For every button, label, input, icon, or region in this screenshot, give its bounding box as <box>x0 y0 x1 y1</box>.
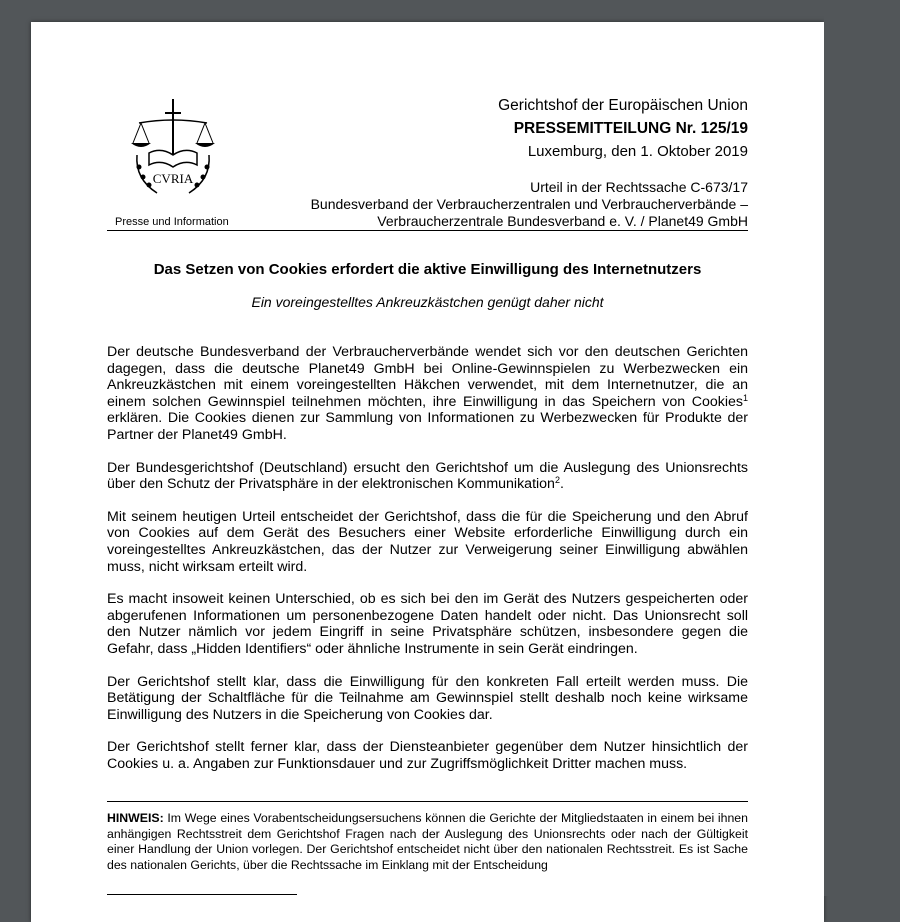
cvria-logo-icon <box>127 95 219 207</box>
paragraph-1-part-b: erklären. Die Cookies dienen zur Sammlung von Informationen zu Werbezwecken für Produkte der Partner der Planet49 GmbH. <box>107 410 748 443</box>
case-line-2: Bundesverband der Verbraucherzentralen und Verbraucherverbände – <box>310 196 748 212</box>
document-subtitle: Ein voreingestelltes Ankreuzkästchen genügt daher nicht <box>251 294 604 310</box>
case-line-1: Urteil in der Rechtssache C-673/17 <box>530 179 748 195</box>
header-rule <box>107 230 748 231</box>
court-name: Gerichtshof der Europäischen Union <box>498 97 748 114</box>
paragraph-3: Mit seinem heutigen Urteil entscheidet der Gerichtshof, dass die für die Speicherung und den Abruf von Cookies auf dem Gerät des Besuchers einer Website erforderliche Einwilligung durch ein voreingestelltes Ankreuzkästchen, das der Nutzer zur Verweigerung seiner Einwilligung abwählen muss, nicht wirksam erteilt wird. <box>107 508 748 575</box>
hint-rule <box>107 801 748 802</box>
viewer-background <box>824 0 900 896</box>
footnote-ref-1[interactable]: 1 <box>742 392 748 403</box>
paragraph-1 <box>107 344 748 444</box>
hint-text: Im Wege eines Vorabentscheidungsersuchens können die Gerichte der Mitgliedstaaten in einem bei ihnen anhängigen Rechtsstreit dem Gerichtshof Fragen nach der Auslegung des Unionsrechts oder nach der Gültigkeit einer Handlung der Union vorlegen. Der Gerichtshof entscheidet nicht über den nationalen Rechtsstreit. Es ist Sache des nationalen Gerichts, über die Rechtssache im Einklang mit der Entscheidung <box>107 811 748 872</box>
viewer-toolbar <box>0 0 900 22</box>
place-date: Luxemburg, den 1. Oktober 2019 <box>527 143 748 160</box>
footnote-ref-2[interactable]: 2 <box>554 475 560 486</box>
paragraph-4: Es macht insoweit keinen Unterschied, ob es sich bei den im Gerät des Nutzers gespeicherten oder abgerufenen Informationen um personenbezogene Daten handelt oder nicht. Das Unionsrecht soll den Nutzer nämlich vor jedem Eingriff in seine Privatsphäre schützen, insbesondere gegen die Gefahr, dass „Hidden Identifiers“ oder ähnliche Instrumente in sein Gerät eindringen. <box>107 591 748 657</box>
paragraph-2-part-b: . <box>559 476 564 493</box>
document-title: Das Setzen von Cookies erfordert die aktive Einwilligung des Internetnutzers <box>153 261 702 278</box>
paragraph-2 <box>107 460 748 493</box>
case-info <box>311 179 748 230</box>
paragraph-5: Der Gerichtshof stellt klar, dass die Einwilligung für den konkreten Fall erteilt werden muss. Die Betätigung der Schaltfläche für die Teilnahme am Gewinnspiel stellt deshalb noch keine wirksame Einwilligung des Nutzers in die Speicherung von Cookies dar. <box>107 673 748 723</box>
paragraph-6: Der Gerichtshof stellt ferner klar, dass der Diensteanbieter gegenüber dem Nutzer hinsichtlich der Cookies u. a. Angaben zur Funktionsdauer und zur Zugriffsmöglichkeit Dritter machen muss. <box>107 739 748 772</box>
hint-label: HINWEIS: <box>107 811 164 825</box>
footnote-rule <box>107 894 297 895</box>
presse-label: Presse und Information <box>115 216 229 228</box>
case-line-3: Verbraucherzentrale Bundesverband e. V. / Planet49 GmbH <box>377 213 748 229</box>
hint-box <box>107 811 748 873</box>
document-page <box>31 22 824 922</box>
paragraph-2-part-a: Der Bundesgerichtshof (Deutschland) ersucht den Gerichtshof um die Auslegung des Unionsrechts über den Schutz der Privatsphäre in der elektronischen Kommunikation <box>107 459 748 493</box>
paragraph-1-part-a: Der deutsche Bundesverband der Verbraucherverbände wendet sich vor den deutschen Gerichten dagegen, dass die deutsche Planet49 GmbH bei Online-Gewinnspielen zu Werbezwecken ein Ankreuzkästchen mit einem voreingestellten Häkchen verwendet, mit dem Internetnutzer, die an einem solchen Gewinnspiel teilnehmen möchten, ihre Einwilligung in das Speichern von Cookies <box>107 344 748 410</box>
press-release-number: PRESSEMITTEILUNG Nr. 125/19 <box>513 120 748 137</box>
body-text <box>107 344 748 788</box>
logo-text: CVRIA <box>152 171 194 186</box>
